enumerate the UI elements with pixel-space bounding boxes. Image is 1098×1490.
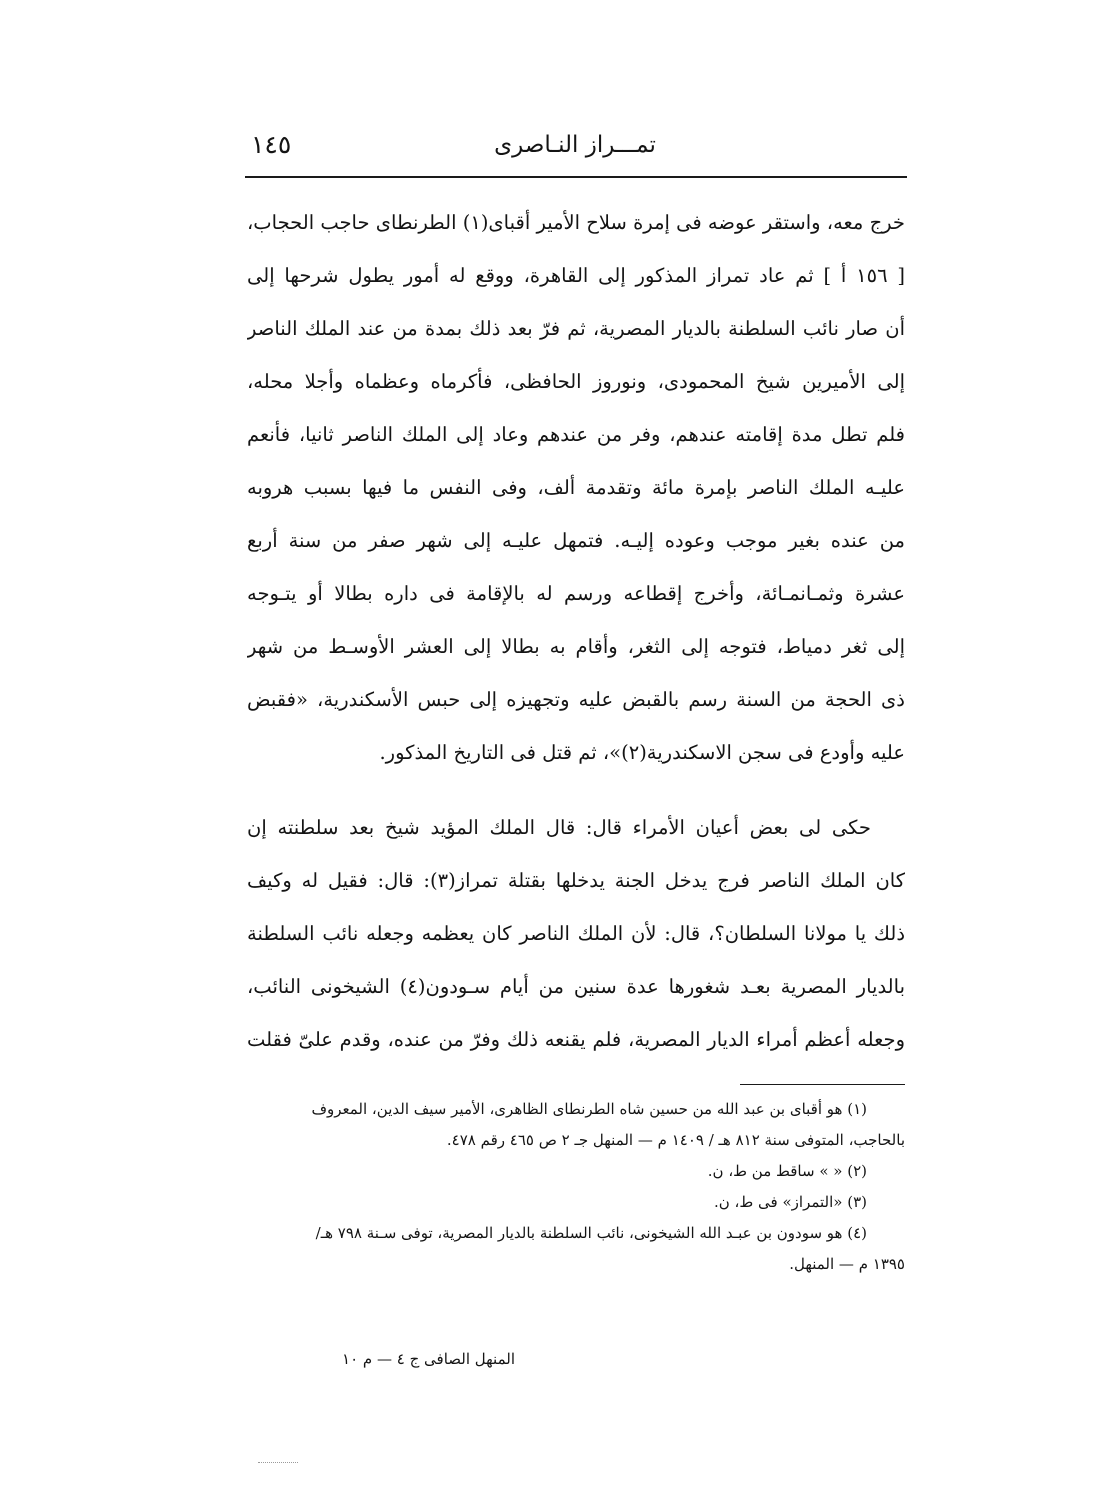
page-title: تمـــراز النـاصرى [494,132,656,158]
text-line: خرج معه، واستقر عوضه فى إمرة سلاح الأمير أقباى(١) الطرنطاى حاجب الحجاب، [247,211,905,234]
body-text [247,196,905,1066]
footnote-line: (١) هو أقباى بن عبد الله من حسين شاه الطرنطاى الظاهرى، الأمير سيف الدين، المعروف [311,1100,867,1118]
footnote-divider [740,1084,905,1085]
text-line: بالديار المصرية بعـد شغورها عدة سنين من أيام سـودون(٤) الشيخونى النائب، [247,975,905,998]
text-line: من عنده بغير موجب وعوده إليـه. فتمهل عليـه إلى شهر صفر من سنة أربع [247,529,905,552]
text-line: إلى الأميرين شيخ المحمودى، ونوروز الحافظى، فأكرماه وعظماه وأجلا محله، [247,370,905,393]
text-line: ذى الحجة من السنة رسم بالقبض عليه وتجهيزه إلى حبس الأسكندرية، «فقبض [247,688,905,711]
text-line: عليه وأودع فى سجن الاسكندرية(٢)»، ثم قتل فى التاريخ المذكور. [379,741,905,764]
printer-signature: المنهل الصافى ج ٤ — م ١٠ [342,1350,515,1368]
footnote-line: بالحاجب، المتوفى سنة ٨١٢ هـ / ١٤٠٩ م — المنهل جـ ٢ ص ٤٦٥ رقم ٤٧٨. [446,1131,905,1149]
text-line: فلم تطل مدة إقامته عندهم، وفر من عندهم وعاد إلى الملك الناصر ثانيا، فأنعم [247,423,905,446]
text-line: كان الملك الناصر فرج يدخل الجنة يدخلها بقتلة تمراز(٣): قال: فقيل له وكيف [247,869,905,892]
header-divider [245,176,907,178]
footnote-line: ١٣٩٥ م — المنهل. [789,1255,905,1273]
text-line: ذلك يا مولانا السلطان؟، قال: لأن الملك الناصر كان يعظمه وجعله نائب السلطنة [247,922,905,945]
footnote-line: (٢) « » ساقط من ط، ن. [707,1162,867,1180]
text-line: حكى لى بعض أعيان الأمراء قال: قال الملك المؤيد شيخ بعد سلطنته إن [247,816,871,839]
footnotes [247,1094,905,1280]
footnote-line: (٤) هو سودون بن عبـد الله الشيخونى، نائب السلطنة بالديار المصرية، توفى سـنة ٧٩٨ هـ/ [315,1224,867,1242]
scan-mark [258,1462,298,1467]
text-line: [ ١٥٦ أ ] ثم عاد تمراز المذكور إلى القاهرة، ووقع له أمور يطول شرحها إلى [247,264,905,287]
text-line: عشرة وثمـانمـائة، وأخرج إقطاعه ورسم له بالإقامة فى داره بطالا أو يتـوجه [247,582,905,605]
running-header [245,128,905,168]
paragraph-gap [247,779,905,801]
text-line: وجعله أعظم أمراء الديار المصرية، فلم يقنعه ذلك وفرّ من عنده، وقدم علىّ فقلت [247,1028,905,1051]
text-line: أن صار نائب السلطنة بالديار المصرية، ثم فرّ بعد ذلك بمدة من عند الملك الناصر [247,317,905,340]
page-number: ١٤٥ [251,130,292,159]
text-line: إلى ثغر دمياط، فتوجه إلى الثغر، وأقام به بطالا إلى العشر الأوسـط من شهر [247,635,905,658]
text-line: عليـه الملك الناصر بإمرة مائة وتقدمة ألف، وفى النفس ما فيها بسبب هروبه [247,476,905,499]
footnote-line: (٣) «التمراز» فى ط، ن. [714,1193,867,1211]
